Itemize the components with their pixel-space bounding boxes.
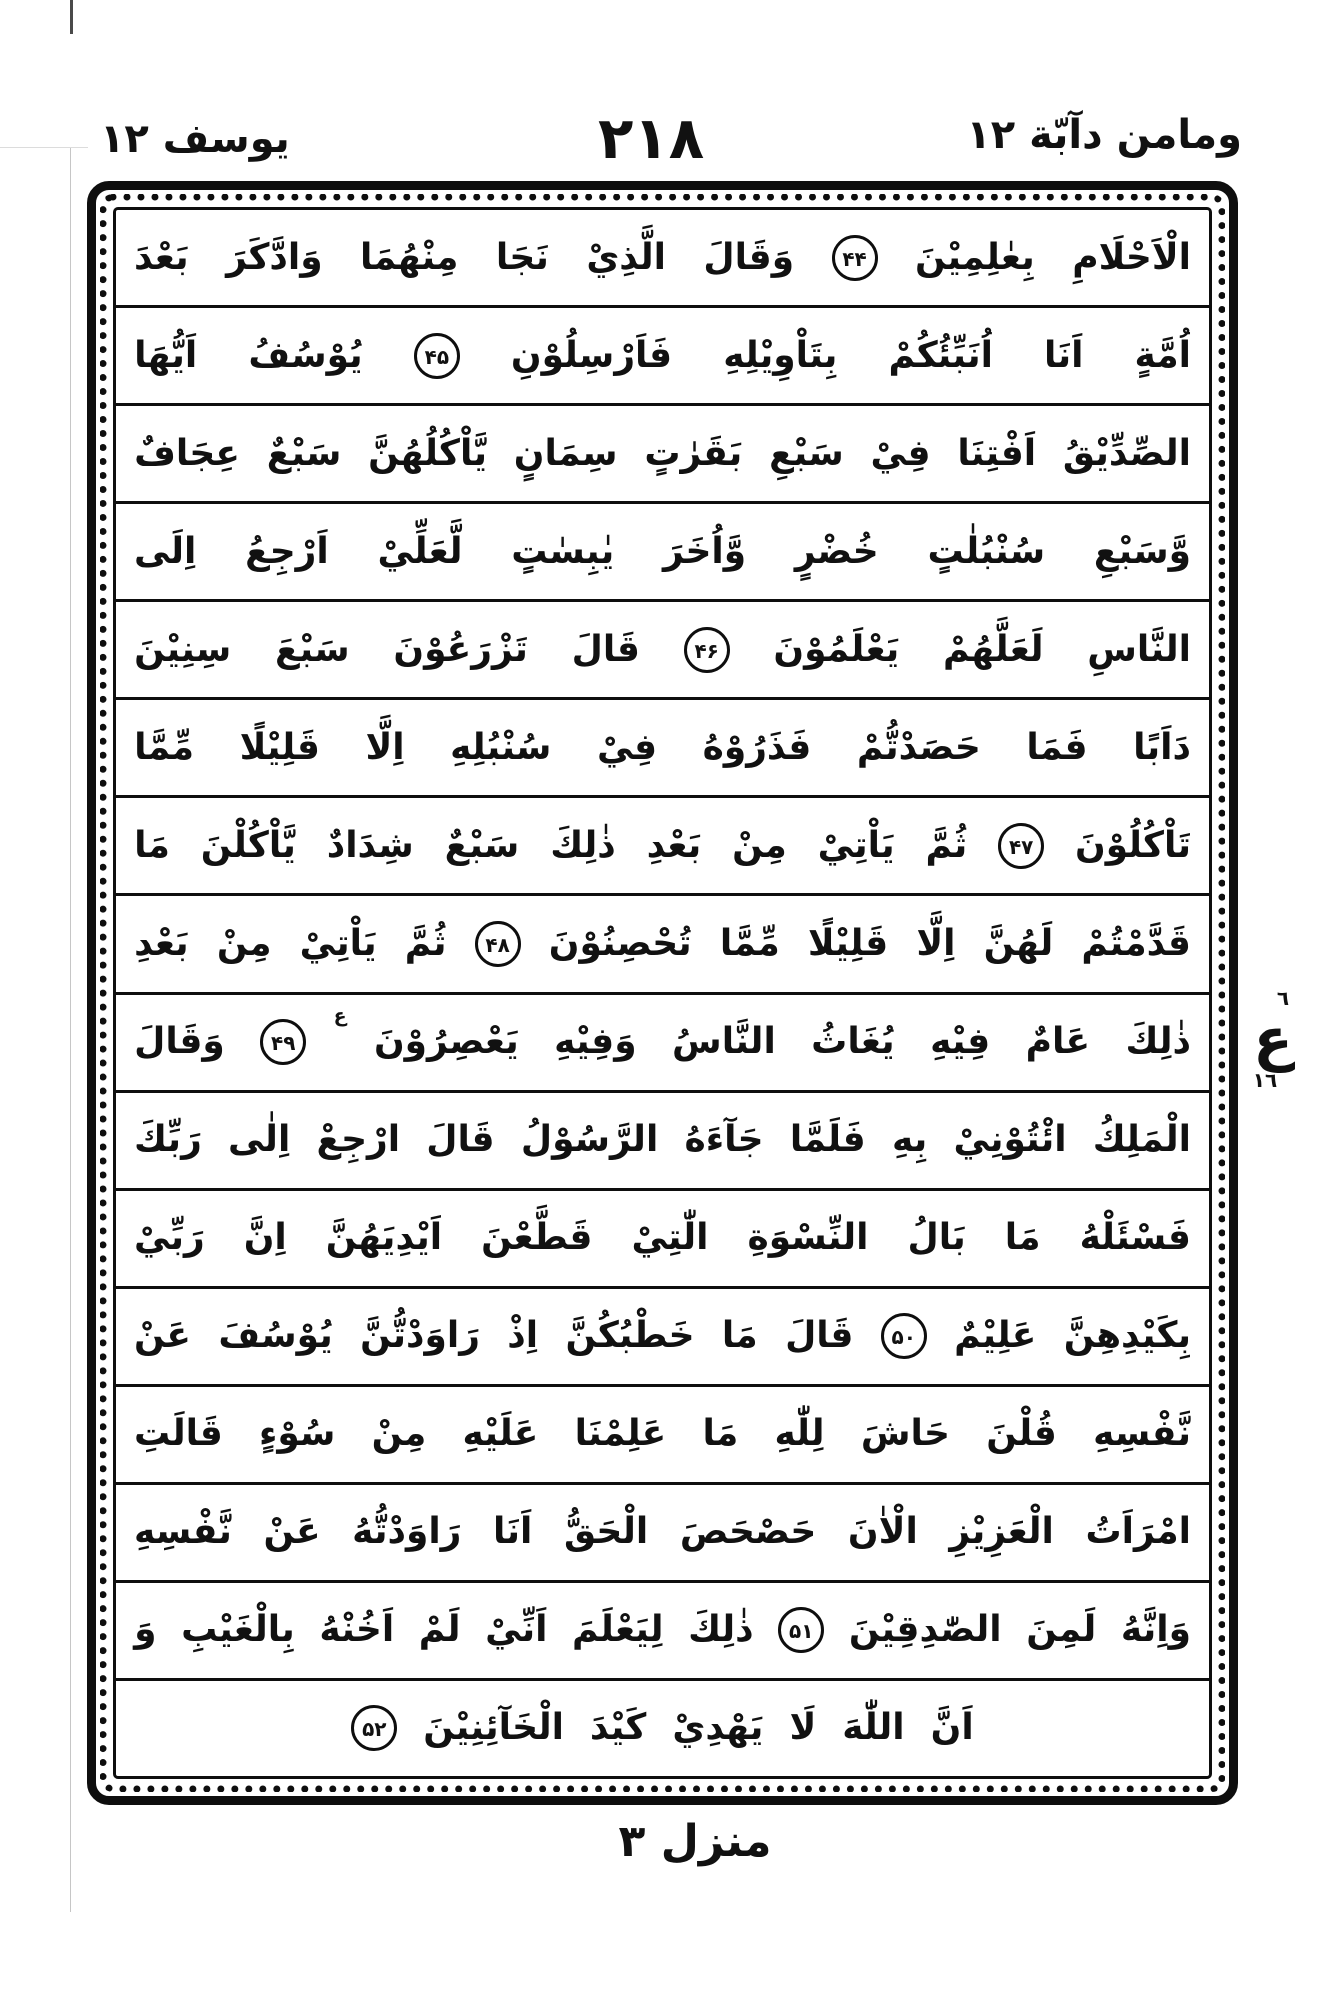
quran-line-5 [116,602,1209,700]
quran-word: لَمْ [418,1609,461,1651]
quran-word: اِلَّا [365,726,405,768]
quran-word: يَهْدِيْ [672,1707,764,1749]
quran-word: بَقَرٰتٍ [644,432,743,474]
verse-number-badge: ۵۲ [351,1705,397,1751]
quran-word: عَلِمْنَا [574,1413,667,1455]
quran-word: عَلَيْهِ [462,1413,539,1455]
quran-word: وَّاُخَرَ [663,530,747,572]
quran-word: قَلِيْلًا [239,726,320,768]
quran-word: خُضْرٍ [794,530,879,572]
quran-word: وَفِيْهِ [554,1021,637,1063]
quran-word: حَصَدْتُّمْ [856,726,981,768]
quran-word: اَرْجِعُ [245,530,329,572]
quran-word: الْاَحْلَامِ [1072,236,1191,278]
quran-word: اَيُّهَا [134,334,198,376]
quran-word: بَعْدِ [646,824,702,866]
quran-word: رَاوَدْتُّهُ [352,1511,462,1553]
verse-number-badge: ۴۵ [414,333,460,379]
quran-word: لَّعَلِّيْ [377,530,463,572]
quran-word: اَنَّ [930,1707,974,1749]
quran-word: وَاِنَّهُ [1120,1609,1191,1651]
quran-word: لَهُنَّ [983,922,1054,964]
quran-line-15 [116,1583,1209,1681]
quran-word: سَبْعٌ [266,432,342,474]
page-gutter-line [70,148,71,1912]
quran-word: وَقَالَ [134,1021,225,1063]
quran-word: النَّاسُ [672,1021,776,1063]
quran-word: فَذَرُوْهُ [702,726,812,768]
quran-word: تَزْرَعُوْنَ [393,628,528,670]
quran-word: اِذْ [507,1315,539,1357]
verse-number-badge: ۴۸ [475,921,521,967]
quran-line-11 [116,1191,1209,1289]
manzil-footer: منزل ٣ [618,1816,772,1867]
quran-word: بَالُ [907,1217,966,1259]
quran-lines-container [113,207,1212,1779]
quran-word: رَبِّيْ [134,1217,205,1259]
quran-word: مَا [134,824,170,866]
quran-word: سُنْبُلٰتٍ [927,530,1046,572]
quran-word: فِيْهِ [930,1021,991,1063]
quran-word: عَنْ [263,1511,321,1553]
quran-word: خَطْبُكُنَّ [565,1315,695,1357]
beaded-ornament-border [100,194,1225,1792]
quran-line-2 [116,308,1209,406]
quran-word: اَيْدِيَهُنَّ [325,1217,443,1259]
quran-line-12 [116,1289,1209,1387]
quran-word: لَعَلَّهُمْ [943,628,1044,670]
quran-line-16 [116,1681,1209,1776]
quran-word: اَنَا [1044,334,1084,376]
quran-word: نَّفْسِهِ [1093,1413,1191,1455]
quran-word: فَمَا [1026,726,1088,768]
quran-line-3 [116,406,1209,504]
quran-word: الّٰتِيْ [631,1217,709,1259]
quran-word: بِهِ [891,1119,928,1161]
quran-word: يَّاْكُلْنَ [200,824,296,866]
quran-word: قَالَ [571,628,640,670]
quran-word: اِلٰى [228,1119,291,1161]
quran-word: وَادَّكَرَ [226,236,323,278]
quran-word: امْرَاَتُ [1085,1511,1191,1553]
quran-line-13 [116,1387,1209,1485]
quran-word: النَّاسِ [1087,628,1191,670]
ruku-number-bottom: ١٦ [1252,1068,1278,1092]
quran-word: بِالْغَيْبِ [181,1609,295,1651]
quran-word: اِلَى [134,530,197,572]
verse-number-badge: ۵۰ [881,1313,927,1359]
quran-word: سِنِيْنَ [134,628,232,670]
quran-word: بِكَيْدِهِنَّ [1063,1315,1191,1357]
quran-word: كَيْدَ [589,1707,647,1749]
quran-word: يَعْصِرُوْنَ [373,1021,519,1063]
quran-word: رَاوَدْتُّنَّ [360,1315,480,1357]
quran-word: قَالَ [785,1315,854,1357]
verse-number-badge: ۵۱ [778,1607,824,1653]
quran-word: الرَّسُوْلُ [520,1119,659,1161]
quran-word: رَبِّكَ [134,1119,202,1161]
quran-word: ائْتُوْنِيْ [953,1119,1067,1161]
quran-word: لِلّٰهِ [774,1413,825,1455]
quran-word: الْخَآئِنِيْنَ [423,1707,564,1749]
quran-word: الْحَقُّ [563,1511,649,1553]
quran-word: تَاْكُلُوْنَ [1075,824,1191,866]
quran-word: وَ [134,1609,157,1651]
quran-word: ثُمَّ [925,824,968,866]
quran-word: قَالَتِ [134,1413,223,1455]
quran-word: مِنْهُمَا [360,236,459,278]
quran-word: حَاشَ [860,1413,950,1455]
quran-word: يَاْتِيْ [817,824,895,866]
quran-line-9 [116,995,1209,1093]
page-edge-tick [0,147,88,148]
quran-word: اللّٰهَ [842,1707,905,1749]
page-number: ٢١٨ [598,104,705,172]
quran-word: ثُمَّ [404,922,447,964]
quran-word: مِنْ [732,824,787,866]
surah-name-header: يوسف ١٢ [100,116,290,162]
quran-word: يَاْتِيْ [299,922,377,964]
quran-word: فِيْ [597,726,658,768]
quran-word: يَّاْكُلُهُنَّ [368,432,487,474]
verse-number-badge: ۴۷ [998,823,1044,869]
quran-word: سَبْعِ [769,432,844,474]
juz-name-header: ومامن دآبّة ١٢ [966,112,1242,158]
quran-word: فَلَمَّا [789,1119,866,1161]
quran-word: لِيَعْلَمَ [572,1609,664,1651]
quran-word: مِنْ [371,1413,427,1455]
quran-word: ارْجِعْ [316,1119,401,1161]
quran-word: مَا [702,1413,739,1455]
quran-word: ذٰلِكَ [688,1609,754,1651]
quran-word: بِعٰلِمِيْنَ [914,236,1035,278]
ruku-mark-small: ع [333,1004,347,1027]
ruku-number-top: ٦ [1276,986,1290,1010]
quran-word: عَلِيْمٌ [954,1315,1037,1357]
quran-line-14 [116,1485,1209,1583]
page-gutter-line-top [70,0,73,34]
quran-word: مَا [721,1315,758,1357]
quran-word: بَعْدِ [134,922,189,964]
quran-word: نَّفْسِهِ [134,1511,232,1553]
quran-word: اَنِّيْ [485,1609,548,1651]
quran-word: شِدَادٌ [326,824,414,866]
quran-word: سَبْعٌ [444,824,520,866]
quran-word: تُحْصِنُوْنَ [548,922,692,964]
quran-line-6 [116,700,1209,798]
ruku-margin-marker [1238,988,1308,1090]
quran-word: لَا [789,1707,817,1749]
quran-word: ذٰلِكَ [550,824,616,866]
quran-word: وَّسَبْعِ [1093,530,1191,572]
quran-word: اَنَا [493,1511,533,1553]
quran-word: قَالَ [426,1119,495,1161]
verse-number-badge: ۴۹ [260,1019,306,1065]
quran-word: اُنَبِّئُكُمْ [888,334,993,376]
quran-line-1 [116,210,1209,308]
quran-line-4 [116,504,1209,602]
quran-word: الْاٰنَ [847,1511,918,1553]
quran-word: الصّٰدِقِيْنَ [848,1609,1002,1651]
quran-word: يٰبِسٰتٍ [511,530,615,572]
quran-word: مَا [1004,1217,1041,1259]
quran-line-10 [116,1093,1209,1191]
quran-word: مِّمَّا [719,922,780,964]
quran-word: سِمَانٍ [513,432,618,474]
quran-word: يَعْلَمُوْنَ [773,628,900,670]
quran-word: نَجَا [495,236,549,278]
quran-word: حَصْحَصَ [679,1511,817,1553]
quran-word: ذٰلِكَ [1125,1021,1191,1063]
quran-word: قَلِيْلًا [807,922,889,964]
quran-word: اَخُنْهُ [319,1609,395,1651]
text-frame-border [87,181,1238,1805]
quran-word: قُلْنَ [986,1413,1057,1455]
quran-word: اَفْتِنَا [957,432,1037,474]
quran-word: وَقَالَ [703,236,795,278]
quran-word: بَعْدَ [134,236,189,278]
quran-word: الَّذِيْ [586,236,666,278]
quran-word: فَسْئَلْهُ [1079,1217,1191,1259]
quran-word: عَامٌ [1025,1021,1091,1063]
quran-word: عِجَافٌ [134,432,240,474]
quran-word: قَدَّمْتُمْ [1081,922,1191,964]
verse-number-badge: ۴۶ [684,627,730,673]
verse-number-badge: ۴۴ [832,235,878,281]
quran-word: الْمَلِكُ [1092,1119,1191,1161]
quran-word: الْعَزِيْزِ [949,1511,1054,1553]
quran-word: فِيْ [870,432,931,474]
quran-line-7 [116,798,1209,896]
quran-word: سُوْءٍ [259,1413,336,1455]
quran-word: جَآءَهُ [684,1119,764,1161]
quran-word: قَطَّعْنَ [481,1217,593,1259]
quran-word: يُوْسُفَ [218,1315,333,1357]
quran-word: سَبْعَ [274,628,350,670]
quran-word: مِنْ [216,922,272,964]
quran-word: الصِّدِّيْقُ [1062,432,1191,474]
ruku-ain-symbol: ع [1253,1005,1293,1073]
quran-word: يُغَاثُ [811,1021,895,1063]
quran-word: النِّسْوَةِ [747,1217,869,1259]
quran-word: اِنَّ [243,1217,287,1259]
quran-word: مِّمَّا [134,726,195,768]
quran-line-8 [116,896,1209,994]
quran-word: سُنْبُلِهِ [450,726,552,768]
quran-word: لَمِنَ [1026,1609,1097,1651]
quran-word: بِتَاْوِيْلِهِ [723,334,838,376]
quran-word: دَاَبًا [1133,726,1191,768]
quran-word: عَنْ [134,1315,191,1357]
quran-word: اُمَّةٍ [1134,334,1191,376]
quran-word: اِلَّا [916,922,956,964]
quran-word: يُوْسُفُ [248,334,363,376]
quran-word: فَاَرْسِلُوْنِ [510,334,673,376]
